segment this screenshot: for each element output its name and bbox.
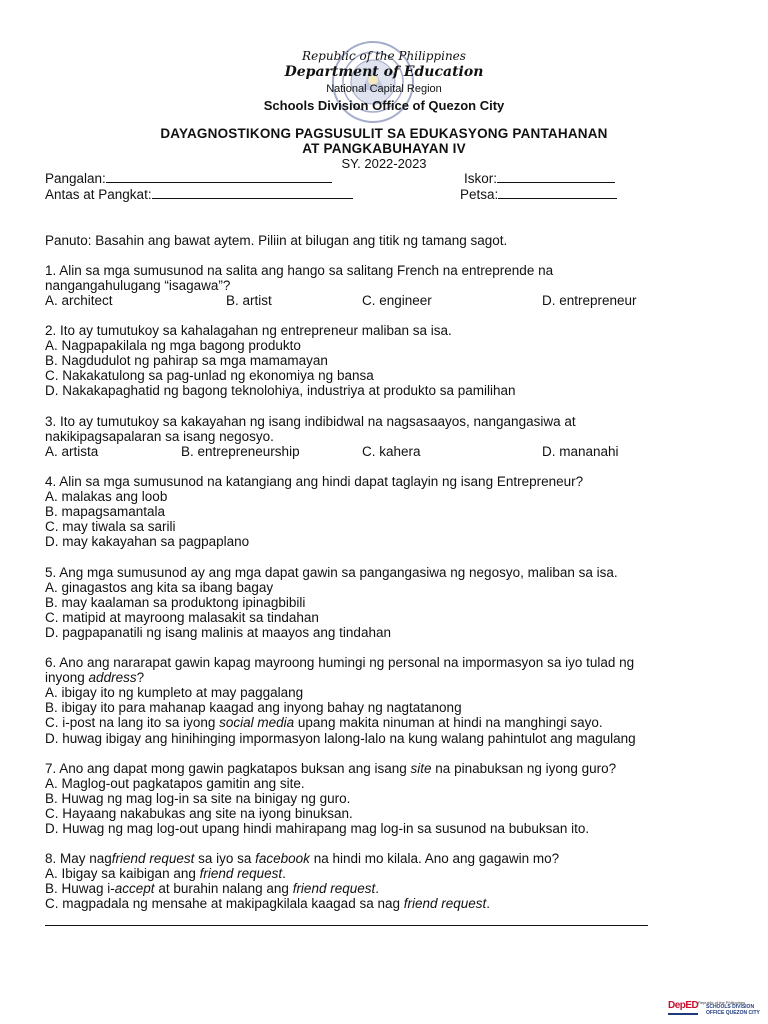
footer-sdo <box>706 1005 760 1016</box>
q4-option-c[interactable]: C. may tiwala sa sarili <box>45 519 176 534</box>
q6-optc-post: upang makita ninuman at hindi na manghingi sayo. <box>294 715 603 730</box>
q8-opta-post: . <box>282 866 286 881</box>
q8-option-b[interactable] <box>45 881 379 896</box>
q3-option-b[interactable]: B. entrepreneurship <box>181 444 300 459</box>
q8-optb-post: . <box>375 881 380 896</box>
q8-em2: facebook <box>255 851 310 866</box>
q5-option-c[interactable]: C. matipid at mayroong malasakit sa tindahan <box>45 610 319 625</box>
q8-pre: 8. May nag <box>45 851 112 866</box>
q8-optc-pre: C. magpadala ng mensahe at makipagkilala kaagad sa nag <box>45 896 404 911</box>
q7-em: site <box>410 761 432 776</box>
petsa-field[interactable] <box>460 187 617 202</box>
antas-blank[interactable] <box>152 187 353 199</box>
q8-option-a[interactable] <box>45 866 286 881</box>
question-2: 2. Ito ay tumutukoy sa kahalagahan ng entrepreneur maliban sa isa. <box>45 323 452 338</box>
pangalan-field[interactable] <box>45 171 332 186</box>
end-line-divider <box>45 925 648 926</box>
footer-republic: Republic of the Philippines <box>698 1000 746 1005</box>
q8-optb-pre: B. Huwag i- <box>45 881 115 896</box>
q4-option-d[interactable]: D. may kakayahan sa pagpaplano <box>45 534 250 549</box>
sdo-label: Schools Division Office of Quezon City <box>263 98 505 113</box>
q1-option-b[interactable]: B. artist <box>226 293 272 308</box>
q4-option-a[interactable]: A. malakas ang loob <box>45 489 168 504</box>
q3-option-d[interactable]: D. mananahi <box>542 444 619 459</box>
q8-em1: friend request <box>111 851 195 866</box>
q6-option-d[interactable]: D. huwag ibigay ang hinihinging impormasyon lalong-lalo na kung walang pahintulot ang magulang <box>45 731 636 746</box>
region-label: National Capital Region <box>326 83 442 95</box>
directions: Panuto: Basahin ang bawat aytem. Piliin at bilugan ang titik ng tamang sagot. <box>45 233 508 248</box>
school-year: SY. 2022-2023 <box>341 156 427 171</box>
q2-option-b[interactable]: B. Nagdudulot ng pahirap sa mga mamamayan <box>45 353 328 368</box>
question-8 <box>45 851 559 866</box>
q4-option-b[interactable]: B. mapagsamantala <box>45 504 166 519</box>
iskor-label: Iskor: <box>464 171 498 186</box>
q5-option-b[interactable]: B. may kaalaman sa produktong ipinagbibili <box>45 595 306 610</box>
pangalan-blank[interactable] <box>106 171 332 183</box>
petsa-blank[interactable] <box>498 187 617 199</box>
q8-opta-em: friend request <box>199 866 283 881</box>
q8-option-c[interactable] <box>45 896 490 911</box>
q8-optc-em: friend request <box>403 896 487 911</box>
q7-pre: 7. Ano ang dapat mong gawin pagkatapos buksan ang isang <box>45 761 411 776</box>
question-6-line2 <box>45 670 144 685</box>
q6-option-b[interactable]: B. ibigay ito para mahanap kaagad ang inyong bahay ng nagtatanong <box>45 700 462 715</box>
q8-mid: sa iyo sa <box>194 851 256 866</box>
q6-line2-pre: inyong <box>45 670 89 685</box>
q8-opta-pre: A. Ibigay sa kaibigan ang <box>45 866 200 881</box>
q2-option-a[interactable]: A. Nagpapakilala ng mga bagong produkto <box>45 338 301 353</box>
q2-option-c[interactable]: C. Nakakatulong sa pag-unlad ng ekonomiya ng bansa <box>45 368 374 383</box>
q8-post: na hindi mo kilala. Ano ang gagawin mo? <box>309 851 560 866</box>
q1-option-a[interactable]: A. architect <box>45 293 113 308</box>
question-1-line2: nangangahulugang “isagawa”? <box>45 278 231 293</box>
question-6-line1: 6. Ano ang nararapat gawin kapag mayroong humingi ng personal na impormasyon sa iyo tulad ng <box>45 655 635 670</box>
q6-option-a[interactable]: A. ibigay ito ng kumpleto at may paggalang <box>45 685 304 700</box>
footer-sdo-line2: OFFICE QUEZON CITY <box>706 1009 760 1016</box>
q6-line2-post: ? <box>136 670 145 685</box>
q6-option-c[interactable] <box>45 715 603 730</box>
q8-optb-em2: friend request <box>292 881 376 896</box>
exam-title-line1: DAYAGNOSTIKONG PAGSUSULIT SA EDUKASYONG PANTAHANAN <box>160 126 608 141</box>
question-5: 5. Ang mga sumusunod ay ang mga dapat gawin sa pangangasiwa ng negosyo, maliban sa isa. <box>45 565 618 580</box>
q1-option-d[interactable]: D. entrepreneur <box>542 293 637 308</box>
exam-title-line2: AT PANGKABUHAYAN IV <box>302 141 466 156</box>
q8-optb-em1: accept <box>114 881 155 896</box>
q2-option-d[interactable]: D. Nakakapaghatid ng bagong teknolohiya, industriya at produkto sa pamilihan <box>45 383 516 398</box>
q6-line2-em: address <box>88 670 137 685</box>
antas-label: Antas at Pangkat: <box>45 187 152 202</box>
question-1-line1: 1. Alin sa mga sumusunod na salita ang hango sa salitang French na entreprende na <box>45 263 554 278</box>
q8-optc-post: . <box>486 896 491 911</box>
petsa-label: Petsa: <box>460 187 499 202</box>
question-4: 4. Alin sa mga sumusunod na katangiang ang hindi dapat taglayin ng isang Entrepreneur? <box>45 474 584 489</box>
footer-deped-logo <box>668 999 760 1019</box>
q3-option-a[interactable]: A. artista <box>45 444 99 459</box>
footer-sdo-line1: SCHOOLS DIVISION <box>706 1004 755 1010</box>
q6-optc-pre: C. i-post na lang ito sa iyong <box>45 715 220 730</box>
q6-optc-em: social media <box>219 715 295 730</box>
footer-brand: DepED <box>668 1000 699 1011</box>
department-label: Department of Education <box>284 64 484 80</box>
question-3-line1: 3. Ito ay tumutukoy sa kakayahan ng isang indibidwal na nagsasaayos, nangangasiwa at <box>45 414 576 429</box>
question-3-line2: nakikipagsapalaran sa isang negosyo. <box>45 429 274 444</box>
q7-option-d[interactable]: D. Huwag ng mag log-out upang hindi mahirapang mag log-in sa susunod na bubuksan ito. <box>45 821 590 836</box>
q1-option-c[interactable]: C. engineer <box>362 293 432 308</box>
question-7 <box>45 761 616 776</box>
republic-label: Republic of the Philippines <box>302 49 466 63</box>
q5-option-d[interactable]: D. pagpapanatili ng isang malinis at maayos ang tindahan <box>45 625 391 640</box>
iskor-field[interactable] <box>464 171 615 186</box>
q8-optb-mid: at burahin nalang ang <box>154 881 293 896</box>
pangalan-label: Pangalan: <box>45 171 106 186</box>
q7-post: na pinabuksan ng iyong guro? <box>431 761 617 776</box>
antas-field[interactable] <box>45 187 353 202</box>
q7-option-a[interactable]: A. Maglog-out pagkatapos gamitin ang site. <box>45 776 305 791</box>
q7-option-c[interactable]: C. Hayaang nakabukas ang site na iyong binuksan. <box>45 806 353 821</box>
footer-bar <box>668 1013 698 1015</box>
q5-option-a[interactable]: A. ginagastos ang kita sa ibang bagay <box>45 580 274 595</box>
q7-option-b[interactable]: B. Huwag ng mag log-in sa site na binigay ng guro. <box>45 791 351 806</box>
iskor-blank[interactable] <box>497 171 615 183</box>
q3-option-c[interactable]: C. kahera <box>362 444 421 459</box>
